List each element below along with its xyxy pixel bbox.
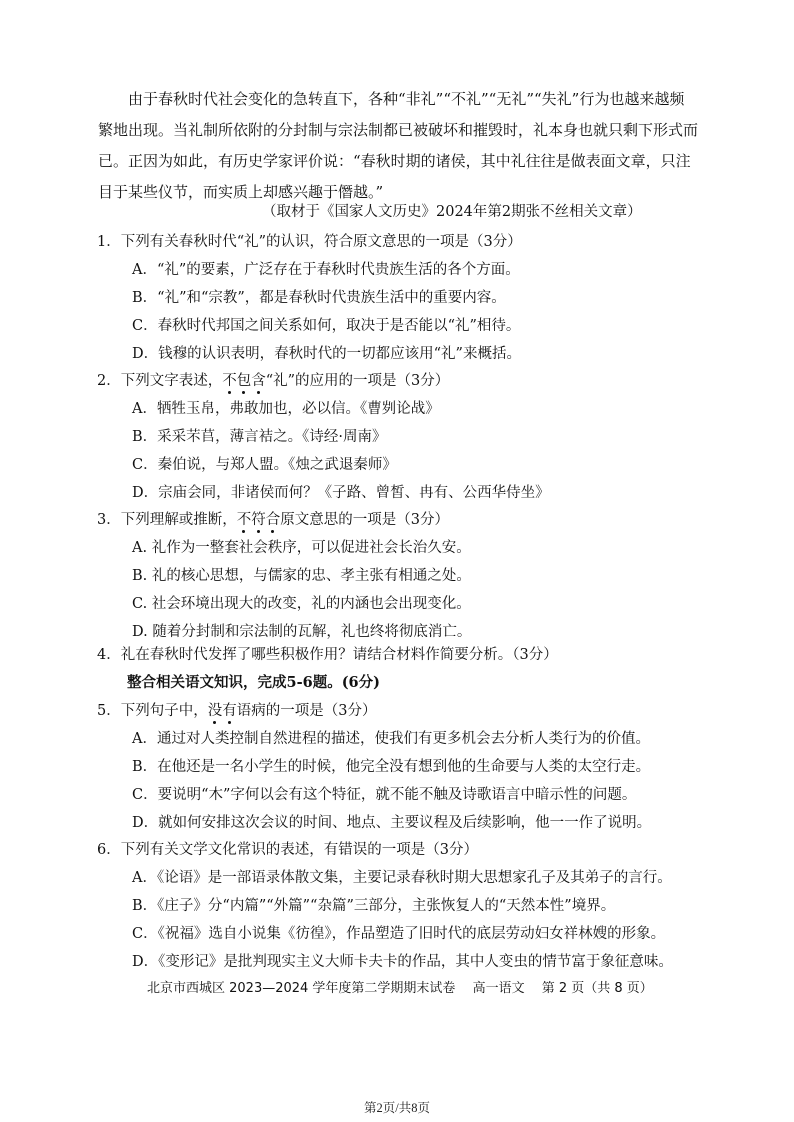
emphasis-char: 不	[222, 369, 237, 390]
question-5-stem: 5．下列句子中，没有语病的一项是（3分）	[97, 699, 376, 720]
page-footer: 北京市西城区 2023—2024 学年度第二学期期末试卷 高一语文 第 2 页（共 8 页）	[147, 981, 653, 996]
emphasis-dotted-text	[222, 373, 266, 389]
question-2-stem: 2．下列文字表述，不包含“礼”的应用的一项是（3分）	[97, 369, 449, 390]
emphasis-char: 合	[266, 508, 281, 529]
question-3-stem: 3．下列理解或推断，不符合原文意思的一项是（3分）	[97, 508, 449, 529]
question-6-option-b: B．《庄子》分“内篇”“外篇”“杂篇”三部分，主张恢复人的“天然本性”境界。	[132, 898, 616, 914]
emphasis-dotted-text	[237, 512, 281, 528]
question-1-option-a: A．“礼”的要素，广泛存在于春秋时代贵族生活的各个方面。	[132, 262, 520, 278]
emphasis-char: 包	[237, 369, 252, 390]
question-6-option-d: D．《变形记》是批判现实主义大师卡夫卡的作品，其中人变虫的情节富于象征意味。	[132, 954, 673, 970]
section-heading: 整合相关语文知识，完成5-6题。(6分)	[127, 674, 381, 691]
question-4-stem: 4．礼在春秋时代发挥了哪些积极作用？请结合材料作简要分析。（3分）	[97, 647, 558, 663]
question-2-option-c: C．秦伯说，与郑人盟。《烛之武退秦师》	[132, 457, 397, 473]
question-6-option-a: A．《论语》是一部语录体散文集，主要记录春秋时期大思想家孔子及其弟子的言行。	[132, 870, 672, 886]
emphasis-char: 含	[251, 369, 266, 390]
emphasis-char: 没	[208, 699, 223, 720]
question-2-option-d: D．宗庙会同，非诸侯而何？《子路、曾皙、冉有、公西华侍坐》	[132, 485, 550, 501]
question-1-option-b: B．“礼”和“宗教”，都是春秋时代贵族生活中的重要内容。	[132, 290, 506, 306]
passage-text: 由于春秋时代社会变化的急转直下，各种“非礼”“不礼”“无礼”“失礼”行为也越来越频繁地出现。当礼制所依附的分封制与宗法制都已被破坏和摧毁时，礼本身也就只剩下形式而已。正因为如此，有历史学家评价说：“春秋时期的诸侯，其中礼往往是做表面文章，只注目于某些仪节，而实质上却感兴趣于僭越。”	[98, 90, 699, 201]
question-3-option-a: A. 礼作为一整套社会秩序，可以促进社会长治久安。	[132, 540, 471, 556]
emphasis-dotted-text	[208, 703, 237, 719]
emphasis-char: 符	[251, 508, 266, 529]
question-2-option-b: B．采采芣苢，薄言袺之。《诗经·周南》	[132, 429, 387, 445]
question-3-option-c: C. 社会环境出现大的改变，礼的内涵也会出现变化。	[132, 596, 471, 612]
emphasis-char: 有	[222, 699, 237, 720]
passage-paragraph	[98, 84, 698, 208]
passage-source: （取材于《国家人文历史》2024年第2期张不丝相关文章）	[262, 204, 642, 220]
question-3-option-b: B. 礼的核心思想，与儒家的忠、孝主张有相通之处。	[132, 568, 471, 584]
question-5-option-c: C．要说明“木”字何以会有这个特征，就不能不触及诗歌语言中暗示性的问题。	[132, 787, 637, 803]
question-5-option-b: B．在他还是一名小学生的时候，他完全没有想到他的生命要与人类的太空行走。	[132, 759, 651, 775]
page-indicator: 第2页/共8页	[364, 1101, 430, 1115]
question-6-option-c: C．《祝福》选自小说集《彷徨》，作品塑造了旧时代的底层劳动妇女祥林嫂的形象。	[132, 926, 666, 942]
question-3-option-d: D. 随着分封制和宗法制的瓦解，礼也终将彻底消亡。	[132, 624, 472, 640]
question-5-option-d: D．就如何安排这次会议的时间、地点、主要议程及后续影响，他一一作了说明。	[132, 815, 652, 831]
question-2-option-a: A．牺牲玉帛，弗敢加也，必以信。《曹刿论战》	[132, 401, 440, 417]
question-1-option-d: D．钱穆的认识表明，春秋时代的一切都应该用“礼”来概括。	[132, 346, 521, 362]
question-1-stem: 1．下列有关春秋时代“礼”的认识，符合原文意思的一项是（3分）	[97, 234, 522, 250]
question-6-stem: 6．下列有关文学文化常识的表述，有错误的一项是（3分）	[97, 842, 478, 858]
question-5-option-a: A．通过对人类控制自然进程的描述，使我们有更多机会去分析人类行为的价值。	[132, 731, 650, 747]
question-1-option-c: C．春秋时代邦国之间关系如何，取决于是否能以“礼”相待。	[132, 318, 521, 334]
emphasis-char: 不	[237, 508, 252, 529]
